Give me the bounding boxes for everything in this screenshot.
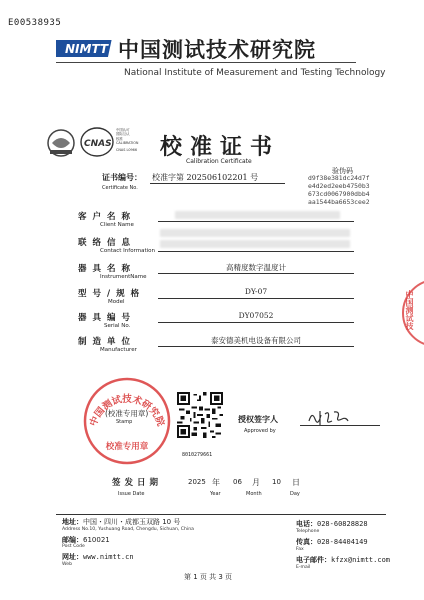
postcode-value: 610021 <box>83 536 110 544</box>
certificate-title-en: Calibration Certificate <box>186 158 252 165</box>
address-value: 中国・四川・成都玉双路 10 号 <box>83 518 181 526</box>
fax-value: 028-84404149 <box>317 538 368 546</box>
nimtt-logo <box>56 38 112 60</box>
approved-by-label-en: Approved by <box>244 428 276 434</box>
verification-code-line: aa1544ba6653cee2 <box>308 198 370 206</box>
serial-no-value: DY07052 <box>238 311 274 320</box>
contact-info-underline <box>158 251 354 252</box>
qr-code <box>177 392 223 438</box>
stamp-label-en: Stamp <box>116 419 133 425</box>
instrument-name-label: 器具名称 <box>78 264 137 274</box>
contact-info-redacted <box>160 240 350 248</box>
instrument-name-label-en: InstrumentName <box>100 274 147 280</box>
client-name-underline <box>158 221 354 222</box>
month-unit: 月 <box>252 478 260 487</box>
issue-day: 10 <box>272 478 281 486</box>
edge-seal <box>396 278 424 348</box>
cnas-logo-text: CNAS <box>84 139 112 149</box>
address-line <box>62 517 180 527</box>
issue-date-label-en: Issue Date <box>118 491 145 497</box>
client-name-label: 客户名称 <box>78 212 137 222</box>
institute-name-en: National Institute of Measurement and Testing Technology <box>124 68 386 78</box>
model-label-en: Model <box>108 299 125 305</box>
serial-no-label: 器具编号 <box>78 313 137 323</box>
certificate-title: 校准证书 <box>160 134 281 160</box>
contact-info-label-en: Contact Information <box>100 248 155 254</box>
web-label: 网址： <box>62 553 83 561</box>
cnas-caption-line: CALIBRATION <box>116 141 139 146</box>
fax-line <box>296 537 368 547</box>
email-en: E-mail <box>296 565 311 570</box>
model-value: DY-07 <box>244 287 268 296</box>
web-line <box>62 552 134 562</box>
edge-seal-text: 中国测试技 <box>405 290 415 330</box>
header-divider <box>56 62 356 63</box>
fax-label: 传真： <box>296 538 317 546</box>
address-label: 地址： <box>62 518 83 526</box>
certificate-no-value: 校准字第 202506102201 号 <box>152 173 259 182</box>
approved-by-label: 授权签字人 <box>238 415 278 424</box>
postcode-label: 邮编： <box>62 536 83 544</box>
verification-label: 验伪码 <box>332 167 353 175</box>
cnas-caption-line: 校准 <box>116 136 123 141</box>
verification-code-line: 673cd0067900dbb4 <box>308 190 370 198</box>
manufacturer-value: 泰安德美机电设备有限公司 <box>211 336 301 345</box>
serial-no-underline <box>158 322 354 323</box>
model-label: 型号/规格 <box>78 289 146 299</box>
phone-line <box>296 519 368 529</box>
manufacturer-underline <box>158 346 354 347</box>
stamp-label: (校准专用章) <box>105 409 149 418</box>
signature <box>306 407 352 427</box>
phone-value: 028-60828828 <box>317 520 368 528</box>
page-indicator: 第 1 页 共 3 页 <box>184 573 233 581</box>
issue-date-label: 签发日期 <box>112 478 163 488</box>
fax-en: Fax <box>296 547 304 552</box>
ilac-mra-logo <box>46 128 76 158</box>
contact-info-redacted <box>160 229 350 237</box>
certificate-no-label: 证书编号： <box>102 173 142 182</box>
approved-by-underline <box>300 425 380 426</box>
email-value[interactable]: kfzx@nimtt.com <box>331 556 391 564</box>
serial-no-label-en: Serial No. <box>104 323 131 329</box>
verification-code-line: e4d2ed2eeb4750b3 <box>308 182 370 190</box>
address-en: Address No.10, Yushuang Road, Chengdu, Sichuan, China <box>62 527 194 532</box>
certificate-no-label-en: Certificate No. <box>102 185 138 191</box>
instrument-name-value: 高精度数字温度计 <box>226 263 286 272</box>
contact-info-label: 联络信息 <box>78 238 137 248</box>
issue-year: 2025 <box>188 478 206 486</box>
cnas-caption <box>116 128 138 146</box>
cnas-logo <box>80 125 114 159</box>
cnas-caption-line: 国际互认 <box>116 132 130 137</box>
web-en: Web <box>62 562 73 567</box>
day-unit: 日 <box>292 478 300 487</box>
verification-code-line: d9f38e381dc24d7f <box>308 174 370 182</box>
issue-month: 06 <box>233 478 242 486</box>
day-unit-en: Day <box>290 491 300 497</box>
email-line <box>296 555 390 565</box>
year-unit: 年 <box>212 478 220 487</box>
nimtt-logo-text: NIMTT <box>65 42 109 56</box>
stamp-text-bottom: 校准专用章 <box>105 442 149 452</box>
serial-number: E00538935 <box>8 18 62 28</box>
phone-label: 电话： <box>296 520 317 528</box>
client-name-redacted <box>175 211 340 219</box>
qr-code-number: 8010279661 <box>182 452 213 458</box>
model-underline <box>158 298 354 299</box>
cnas-caption-line: 中国认可 <box>116 128 130 132</box>
email-label: 电子邮件： <box>296 556 331 564</box>
web-value[interactable]: www.nimtt.cn <box>83 553 134 561</box>
footer-divider <box>56 514 386 515</box>
year-unit-en: Year <box>210 491 221 497</box>
certificate-no-underline <box>150 183 285 184</box>
month-unit-en: Month <box>246 491 262 497</box>
manufacturer-label-en: Manufacturer <box>100 347 137 353</box>
postcode-en: Post Code <box>62 544 85 549</box>
stamp-text-top: 中国测试技术研究院 <box>88 393 166 428</box>
instrument-name-underline <box>158 273 354 274</box>
institute-name-cn: 中国测试技术研究院 <box>118 37 316 62</box>
manufacturer-label: 制造单位 <box>78 337 137 347</box>
cnas-number: CNAS L0966 <box>116 148 137 152</box>
client-name-label-en: Client Name <box>100 222 134 228</box>
phone-en: Telephone <box>296 529 320 534</box>
